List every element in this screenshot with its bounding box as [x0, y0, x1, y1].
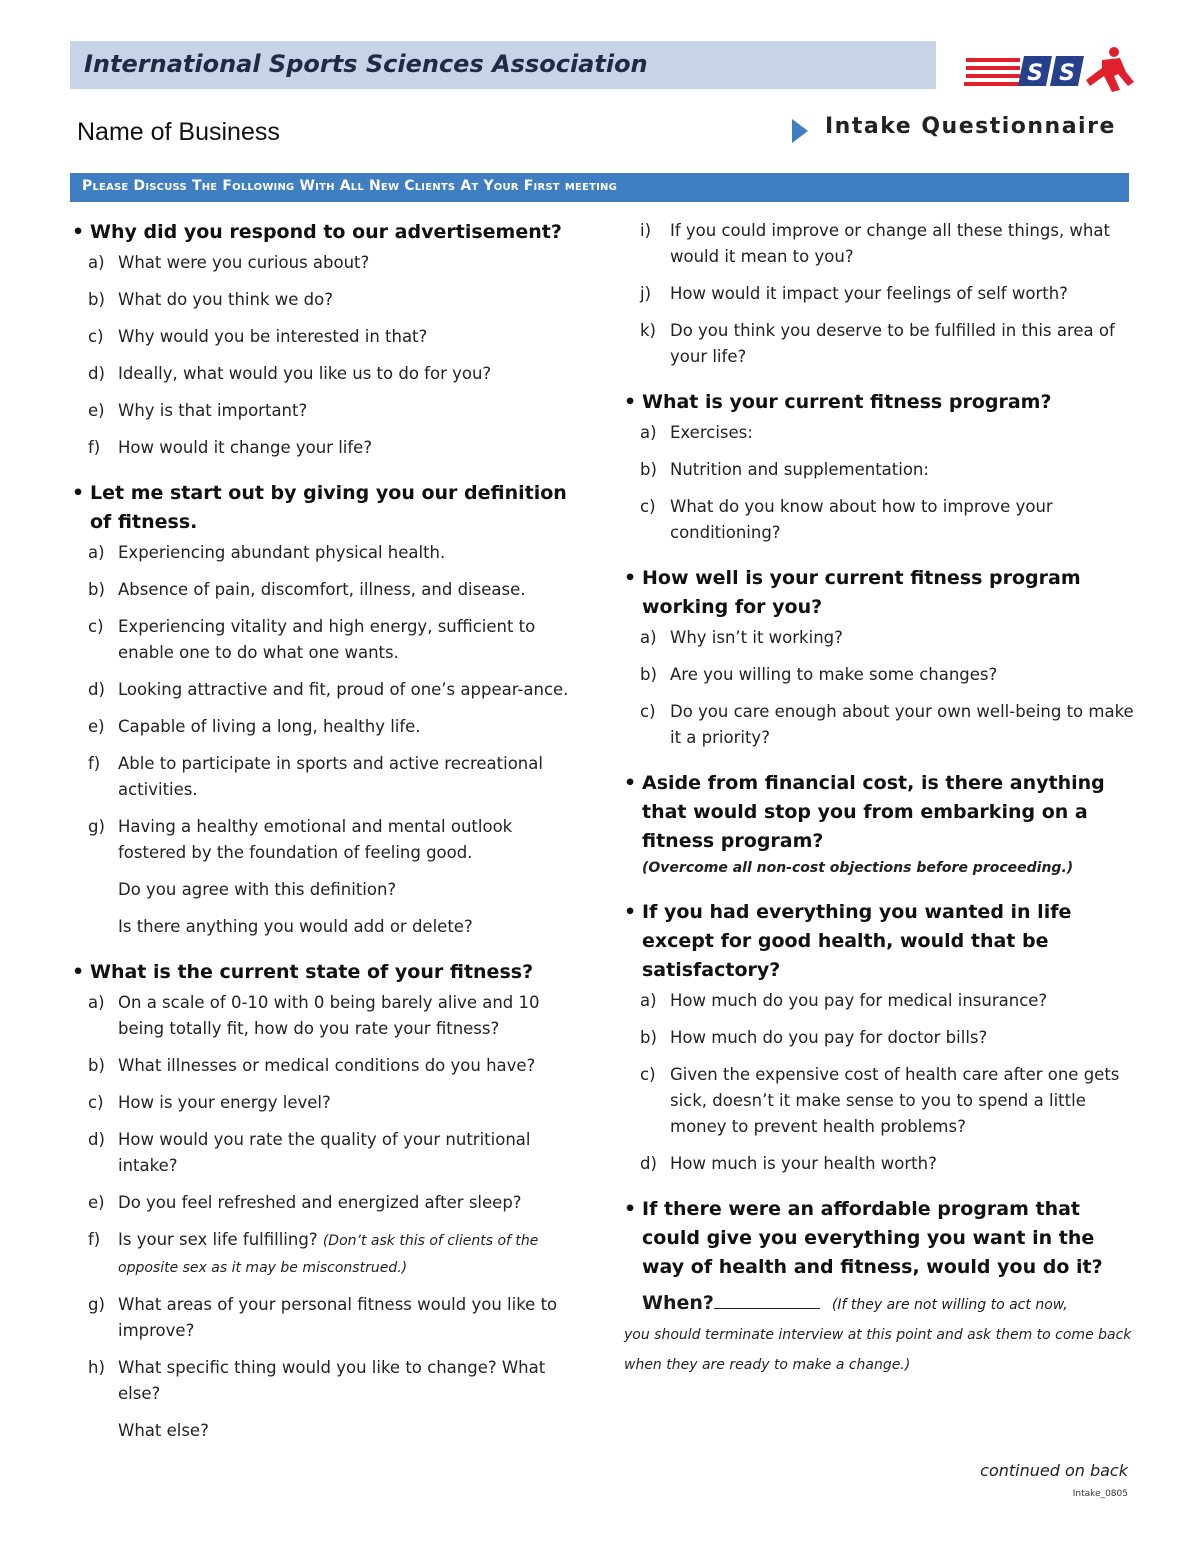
- form-title: Intake Questionnaire: [825, 114, 1116, 139]
- section-current-state-continued: [624, 218, 1134, 370]
- bullet-icon: •: [624, 901, 637, 923]
- list-item: a) Why isn’t it working?: [640, 628, 843, 647]
- list-item: f) How would it change your life?: [88, 438, 373, 457]
- list-item: a) How much do you pay for medical insurance?: [640, 991, 1048, 1010]
- section-objections: [624, 769, 1134, 880]
- list-item: h) What specific thing would you like to change? What else?: [88, 1358, 546, 1403]
- list-item: b) What illnesses or medical conditions do you have?: [88, 1056, 536, 1075]
- list-item: f) Is your sex life fulfilling? (Don’t ask this of clients of the opposite sex as it may be misconstrued.): [88, 1230, 539, 1276]
- question: • If you had everything you wanted in life except for good health, would that be satisfactory?: [624, 898, 1134, 985]
- svg-text:S: S: [1059, 61, 1075, 86]
- list-item: b) Are you willing to make some changes?: [640, 665, 998, 684]
- bullet-icon: •: [72, 482, 85, 504]
- list-item: d) Ideally, what would you like us to do for you?: [88, 364, 492, 383]
- follow-up-question: What else?: [118, 1421, 209, 1440]
- question: • Let me start out by giving you our definition of fitness.: [72, 479, 577, 537]
- section-current-program: [624, 388, 1134, 546]
- when-blank-line[interactable]: [714, 1291, 820, 1309]
- list-item: e) Why is that important?: [88, 401, 308, 420]
- interviewer-note: (If they are not willing to act now,: [831, 1297, 1068, 1313]
- interviewer-note: (Don’t ask this of clients of the opposite sex as it may be misconstrued.): [118, 1233, 539, 1276]
- list-item: f) Able to participate in sports and active recreational activities.: [88, 754, 543, 799]
- interviewer-note: you should terminate interview at this point and ask them to come back when they are ready to make a change.): [624, 1327, 1132, 1373]
- list-item: b) How much do you pay for doctor bills?: [640, 1028, 988, 1047]
- list-item: b) Nutrition and supplementation:: [640, 460, 929, 479]
- question: • How well is your current fitness program working for you?: [624, 564, 1134, 622]
- list-item: e) Do you feel refreshed and energized after sleep?: [88, 1193, 522, 1212]
- list-item: a) On a scale of 0-10 with 0 being barely alive and 10 being totally fit, how do you rate your fitness?: [88, 993, 540, 1038]
- question: • Why did you respond to our advertisement?: [72, 218, 577, 247]
- list-item: d) Looking attractive and fit, proud of one’s appear-ance.: [88, 680, 569, 699]
- when-label: When?: [642, 1292, 714, 1314]
- list-item: d) How would you rate the quality of your nutritional intake?: [88, 1130, 531, 1175]
- list-item: b) What do you think we do?: [88, 290, 333, 309]
- list-item: j) How would it impact your feelings of self worth?: [640, 284, 1068, 303]
- list-item: d) How much is your health worth?: [640, 1154, 937, 1173]
- list-item: c) Given the expensive cost of health care after one gets sick, doesn’t it make sense to you to spend a little money to prevent health problems?: [640, 1065, 1120, 1136]
- list-item: c) Experiencing vitality and high energy, sufficient to enable one to do what one wants.: [88, 617, 536, 662]
- issa-logo: [964, 46, 1136, 92]
- form-code: Intake_0805: [1072, 1489, 1128, 1499]
- list-item: c) Do you care enough about your own well-being to make it a priority?: [640, 702, 1134, 747]
- list-item: c) What do you know about how to improve your conditioning?: [640, 497, 1053, 542]
- instruction-bar: [70, 173, 1129, 202]
- list-item: a) Experiencing abundant physical health.: [88, 543, 446, 562]
- section-definition: [72, 479, 577, 940]
- when-field: [624, 1288, 1134, 1320]
- bullet-icon: •: [72, 221, 85, 243]
- question: • Aside from financial cost, is there anything that would stop you from embarking on a fitness program?: [624, 769, 1134, 856]
- instruction-text: Please Discuss The Following With All New Clients At Your First meeting: [82, 178, 617, 194]
- section-program-working: [624, 564, 1134, 751]
- svg-text:S: S: [1027, 61, 1043, 86]
- list-item: a) What were you curious about?: [88, 253, 370, 272]
- list-item: g) Having a healthy emotional and mental outlook fostered by the foundation of feeling good.: [88, 817, 513, 862]
- bullet-icon: •: [624, 1198, 637, 1220]
- list-item: e) Capable of living a long, healthy life.: [88, 717, 421, 736]
- list-item: c) Why would you be interested in that?: [88, 327, 428, 346]
- section-good-health: [624, 898, 1134, 1177]
- question: • What is your current fitness program?: [624, 388, 1134, 417]
- bullet-icon: •: [624, 567, 637, 589]
- right-column: [624, 218, 1134, 1398]
- list-item: c) How is your energy level?: [88, 1093, 331, 1112]
- list-item: k) Do you think you deserve to be fulfilled in this area of your life?: [640, 321, 1115, 366]
- play-arrow-icon: [792, 119, 808, 143]
- section-affordable-program: [624, 1195, 1134, 1380]
- list-item: b) Absence of pain, discomfort, illness, and disease.: [88, 580, 526, 599]
- continued-on-back: continued on back: [980, 1461, 1128, 1480]
- left-column: [72, 218, 577, 1462]
- section-advertisement: [72, 218, 577, 461]
- org-name: International Sports Sciences Association: [84, 50, 648, 78]
- question: • If there were an affordable program that could give you everything you want in the way of health and fitness, would you do it?: [624, 1195, 1134, 1282]
- follow-up-question: Do you agree with this definition?: [118, 880, 397, 899]
- business-name: Name of Business: [77, 118, 280, 146]
- interviewer-note: (Overcome all non-cost objections before proceeding.): [642, 860, 1074, 876]
- section-current-state: [72, 958, 577, 1444]
- bullet-icon: •: [72, 961, 85, 983]
- list-item: a) Exercises:: [640, 423, 753, 442]
- bullet-icon: •: [624, 772, 637, 794]
- question: • What is the current state of your fitness?: [72, 958, 577, 987]
- list-item: g) What areas of your personal fitness would you like to improve?: [88, 1295, 558, 1340]
- bullet-icon: •: [624, 391, 637, 413]
- list-item: i) If you could improve or change all these things, what would it mean to you?: [640, 221, 1110, 266]
- follow-up-question: Is there anything you would add or delete?: [118, 917, 473, 936]
- org-banner: [70, 41, 936, 89]
